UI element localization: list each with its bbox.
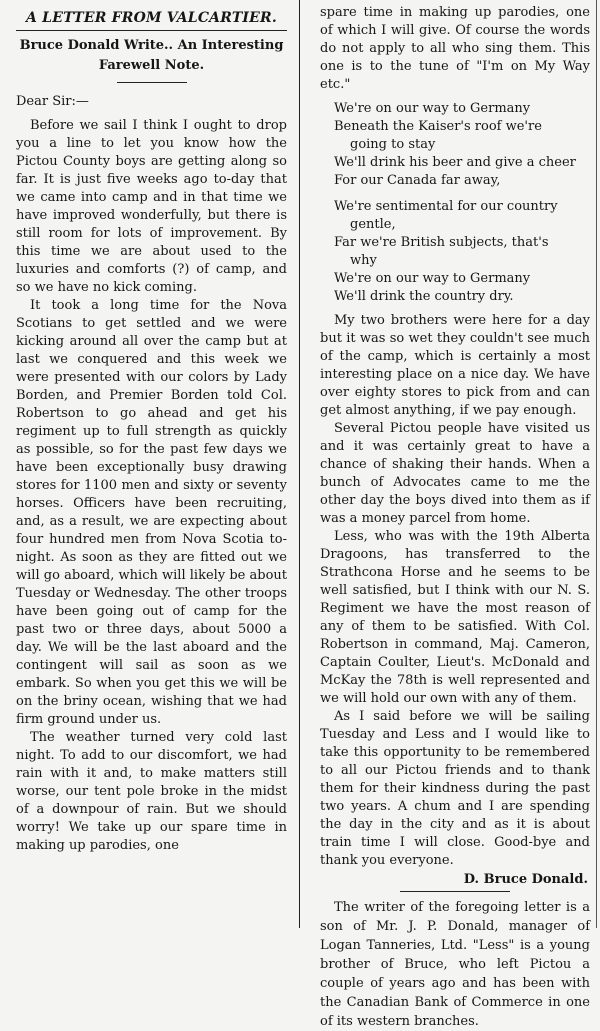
subhead-rule bbox=[117, 82, 187, 83]
continuation-paragraph: spare time in making up parodies, one of which I will give. Of course the words do not apply to all who sing them. This one is to the tune of "I'm on My Way etc." bbox=[320, 5, 590, 92]
verse-line: going to stay bbox=[350, 137, 436, 152]
headline-rule bbox=[16, 30, 287, 31]
right-column bbox=[306, 0, 594, 1029]
verse-line: why bbox=[350, 253, 377, 268]
paragraph: Before we sail I think I ought to drop you a line to let you know how the Pictou County boys are getting along so far. It is just five weeks ago to-day that we came into camp and in that time we have improved wonderfully, but there is still room for lots of improvement. By this time we are about used to the luxuries and comforts (?) of camp, and so we have no kick coming. bbox=[16, 118, 287, 295]
subhead-line-2: Farewell Note. bbox=[98, 58, 205, 73]
paragraph: Less, who was with the 19th Alberta Dragoons, has transferred to the Strathcona Horse and he seems to be well satisfied, but I think with our N. S. Regiment we have the most reason of any of them to be satisfied. With Col. Robertson in command, Maj. Cameron, Captain Coulter, Lieut's. McDonald and McKay the 78th is well represented and we will hold our own with any of them. bbox=[320, 529, 590, 706]
editor-note bbox=[320, 898, 590, 1031]
verse-line: We're on our way to Germany bbox=[334, 271, 531, 286]
signature-rule bbox=[400, 891, 510, 892]
paragraph: My two brothers were here for a day but it was so wet they couldn't see much of the camp, which is certainly a most interesting place on a nice day. We have over eighty stores to pick from and can get almost anything, if we pay enough. bbox=[320, 313, 590, 418]
headline: A LETTER FROM VALCARTIER. bbox=[26, 10, 277, 26]
subhead bbox=[16, 36, 287, 76]
verse-line: We're sentimental for our country bbox=[334, 199, 558, 214]
subhead-line-1: Bruce Donald Write.. An Interesting bbox=[19, 38, 284, 53]
verse-line: We're on our way to Germany bbox=[334, 101, 531, 116]
verse-line: gentle, bbox=[350, 217, 396, 232]
signature: D. Bruce Donald. bbox=[463, 872, 588, 887]
verse-gap bbox=[320, 190, 590, 198]
salutation: Dear Sir:— bbox=[16, 94, 89, 109]
paragraph: Several Pictou people have visited us and it was certainly great to have a chance of shaking their hands. When a bunch of Advocates came to me the other day the boys dived into them as if was a money parcel from home. bbox=[320, 421, 590, 526]
parody-verse bbox=[320, 100, 590, 306]
verse-line: For our Canada far away, bbox=[334, 173, 501, 188]
verse-line: We'll drink the country dry. bbox=[334, 289, 514, 304]
column-rule bbox=[596, 0, 597, 928]
verse-line: Far we're British subjects, that's bbox=[334, 235, 549, 250]
note-paragraph: The writer of the foregoing letter is a son of Mr. J. P. Donald, manager of Logan Tanneries, Ltd. "Less" is a young brother of Bruce, who left Pictou a couple of years ago and has been with the Canadian Bank of Commerce in one of its western branches. bbox=[320, 900, 590, 1029]
verse-line: Beneath the Kaiser's roof we're bbox=[334, 119, 542, 134]
paragraph: It took a long time for the Nova Scotians to get settled and we were kicking around all over the camp but at last we conquered and this week we were presented with our colors by Lady Borden, and Premier Borden told Col. Robertson to go ahead and get his regiment up to full strength as quickly as possible, so for the past few days we have been exceptionally busy drawing stores for 1100 men and sixty or seventy horses. Officers have been recruiting, and, as a result, we are expecting about four hundred men from Nova Scotia to-night. As soon as they are fitted out we will go aboard, which will likely be about Tuesday or Wednesday. The other troops have been going out of camp for the past two or three days, about 5000 a day. We will be the last aboard and the contingent will sail as soon as we embark. So when you get this we will be on the briny ocean, wishing that we had firm ground under us. bbox=[16, 298, 287, 727]
paragraph: As I said before we will be sailing Tuesday and Less and I would like to take this opportunity to be remembered to all our Pictou friends and to thank them for their kindness during the past two years. A chum and I are spending the day in the city and as it is about train time I will close. Good-bye and thank you everyone. bbox=[320, 709, 590, 868]
paragraph: The weather turned very cold last night. To add to our discomfort, we had rain with it and, to make matters still worse, our tent pole broke in the midst of a downpour of rain. But we should worry! We take up our spare time in making up parodies, one bbox=[16, 730, 287, 853]
left-column bbox=[0, 0, 300, 928]
verse-line: We'll drink his beer and give a cheer bbox=[334, 155, 576, 170]
